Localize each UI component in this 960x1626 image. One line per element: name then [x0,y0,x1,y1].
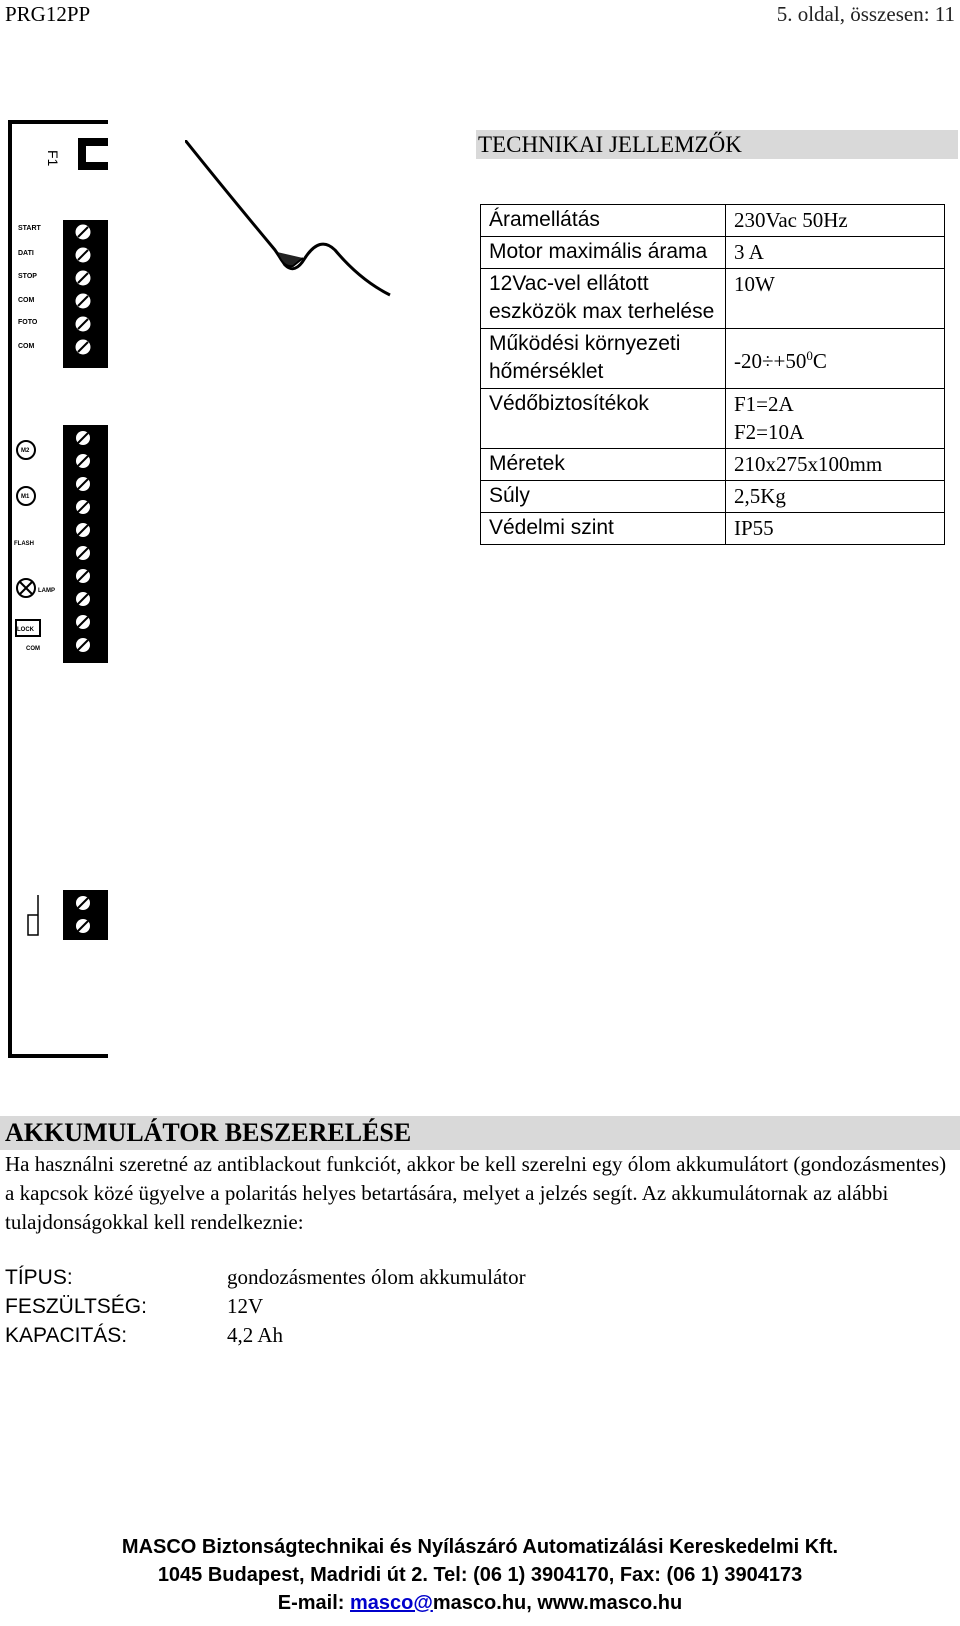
tech-specs-table [480,204,945,545]
battery-spec-capacity: KAPACITÁS: 4,2 Ah [5,1323,284,1347]
board-label-com-3: COM [26,646,40,652]
antenna-illustration [185,140,415,320]
table-row [481,269,945,329]
footer-company: MASCO Biztonságtechnikai és Nyílászáró Automatizálási Kereskedelmi Kft. [121,1536,839,1558]
tech-specs-title: TECHNIKAI JELLEMZŐK [476,130,958,159]
table-row [481,513,945,545]
board-label-dati: DATI [18,250,34,257]
page-indicator: 5. oldal, összesen: 11 [776,2,955,26]
table-row [481,449,945,481]
board-label-m1: M1 [21,494,30,500]
board-label-lock: LOCK [17,627,34,633]
circuit-board-diagram [8,120,108,1058]
board-label-com-2: COM [18,343,35,350]
table-row [481,481,945,513]
spec-value: IP55 [726,513,945,545]
board-label-lamp: LAMP [38,588,55,594]
battery-paragraph: Ha használni szeretné az antiblackout funkciót, akkor be kell szerelni egy ólom akkumulátort (gondozásmentes) a kapcsok közé ügyelve a polaritás helyes betartására, melyet a jelzés segít. Az akkumulátornak az alábbi tulajdonságokkal kell rendelkeznie: [5,1152,947,1234]
board-label-start: START [18,225,41,232]
spec-label: Motor maximális árama [481,237,726,269]
spec-value: 210x275x100mm [726,449,945,481]
board-label-stop: STOP [18,273,37,280]
board-label-flash: FLASH [14,541,34,547]
footer-address: 1045 Budapest, Madridi út 2. Tel: (06 1) 3904170, Fax: (06 1) 3904173 [157,1564,803,1586]
spec-value: 230Vac 50Hz [726,205,945,237]
battery-spec-type: TÍPUS: gondozásmentes ólom akkumulátor [5,1265,526,1289]
email-link[interactable]: masco@ [350,1592,433,1614]
table-row [481,237,945,269]
board-label-f1: F1 [45,150,61,167]
spec-label: 12Vac-vel ellátott eszközök max terhelése [481,269,726,329]
document-code: PRG12PP [5,2,91,26]
spec-label: Védelmi szint [481,513,726,545]
spec-label: Védőbiztosítékok [481,389,726,449]
spec-value: 3 A [726,237,945,269]
table-row [481,329,945,389]
table-row [481,389,945,449]
spec-value: 10W [726,269,945,329]
footer-contact: E-mail: masco@masco.hu, www.masco.hu [277,1592,683,1614]
spec-label: Áramellátás [481,205,726,237]
board-label-m2: M2 [21,448,30,454]
spec-value: F1=2A F2=10A [726,389,945,449]
spec-label: Súly [481,481,726,513]
spec-label: Működési környezeti hőmérséklet [481,329,726,389]
spec-label: Méretek [481,449,726,481]
battery-section-title: AKKUMULÁTOR BESZERELÉSE [0,1116,960,1150]
board-label-foto: FOTO [18,319,38,326]
table-row [481,205,945,237]
spec-value: $-20\div+50^0C$ [726,329,945,389]
spec-value: 2,5Kg [726,481,945,513]
board-label-com: COM [18,297,35,304]
battery-spec-voltage: FESZÜLTSÉG: 12V [5,1294,264,1318]
